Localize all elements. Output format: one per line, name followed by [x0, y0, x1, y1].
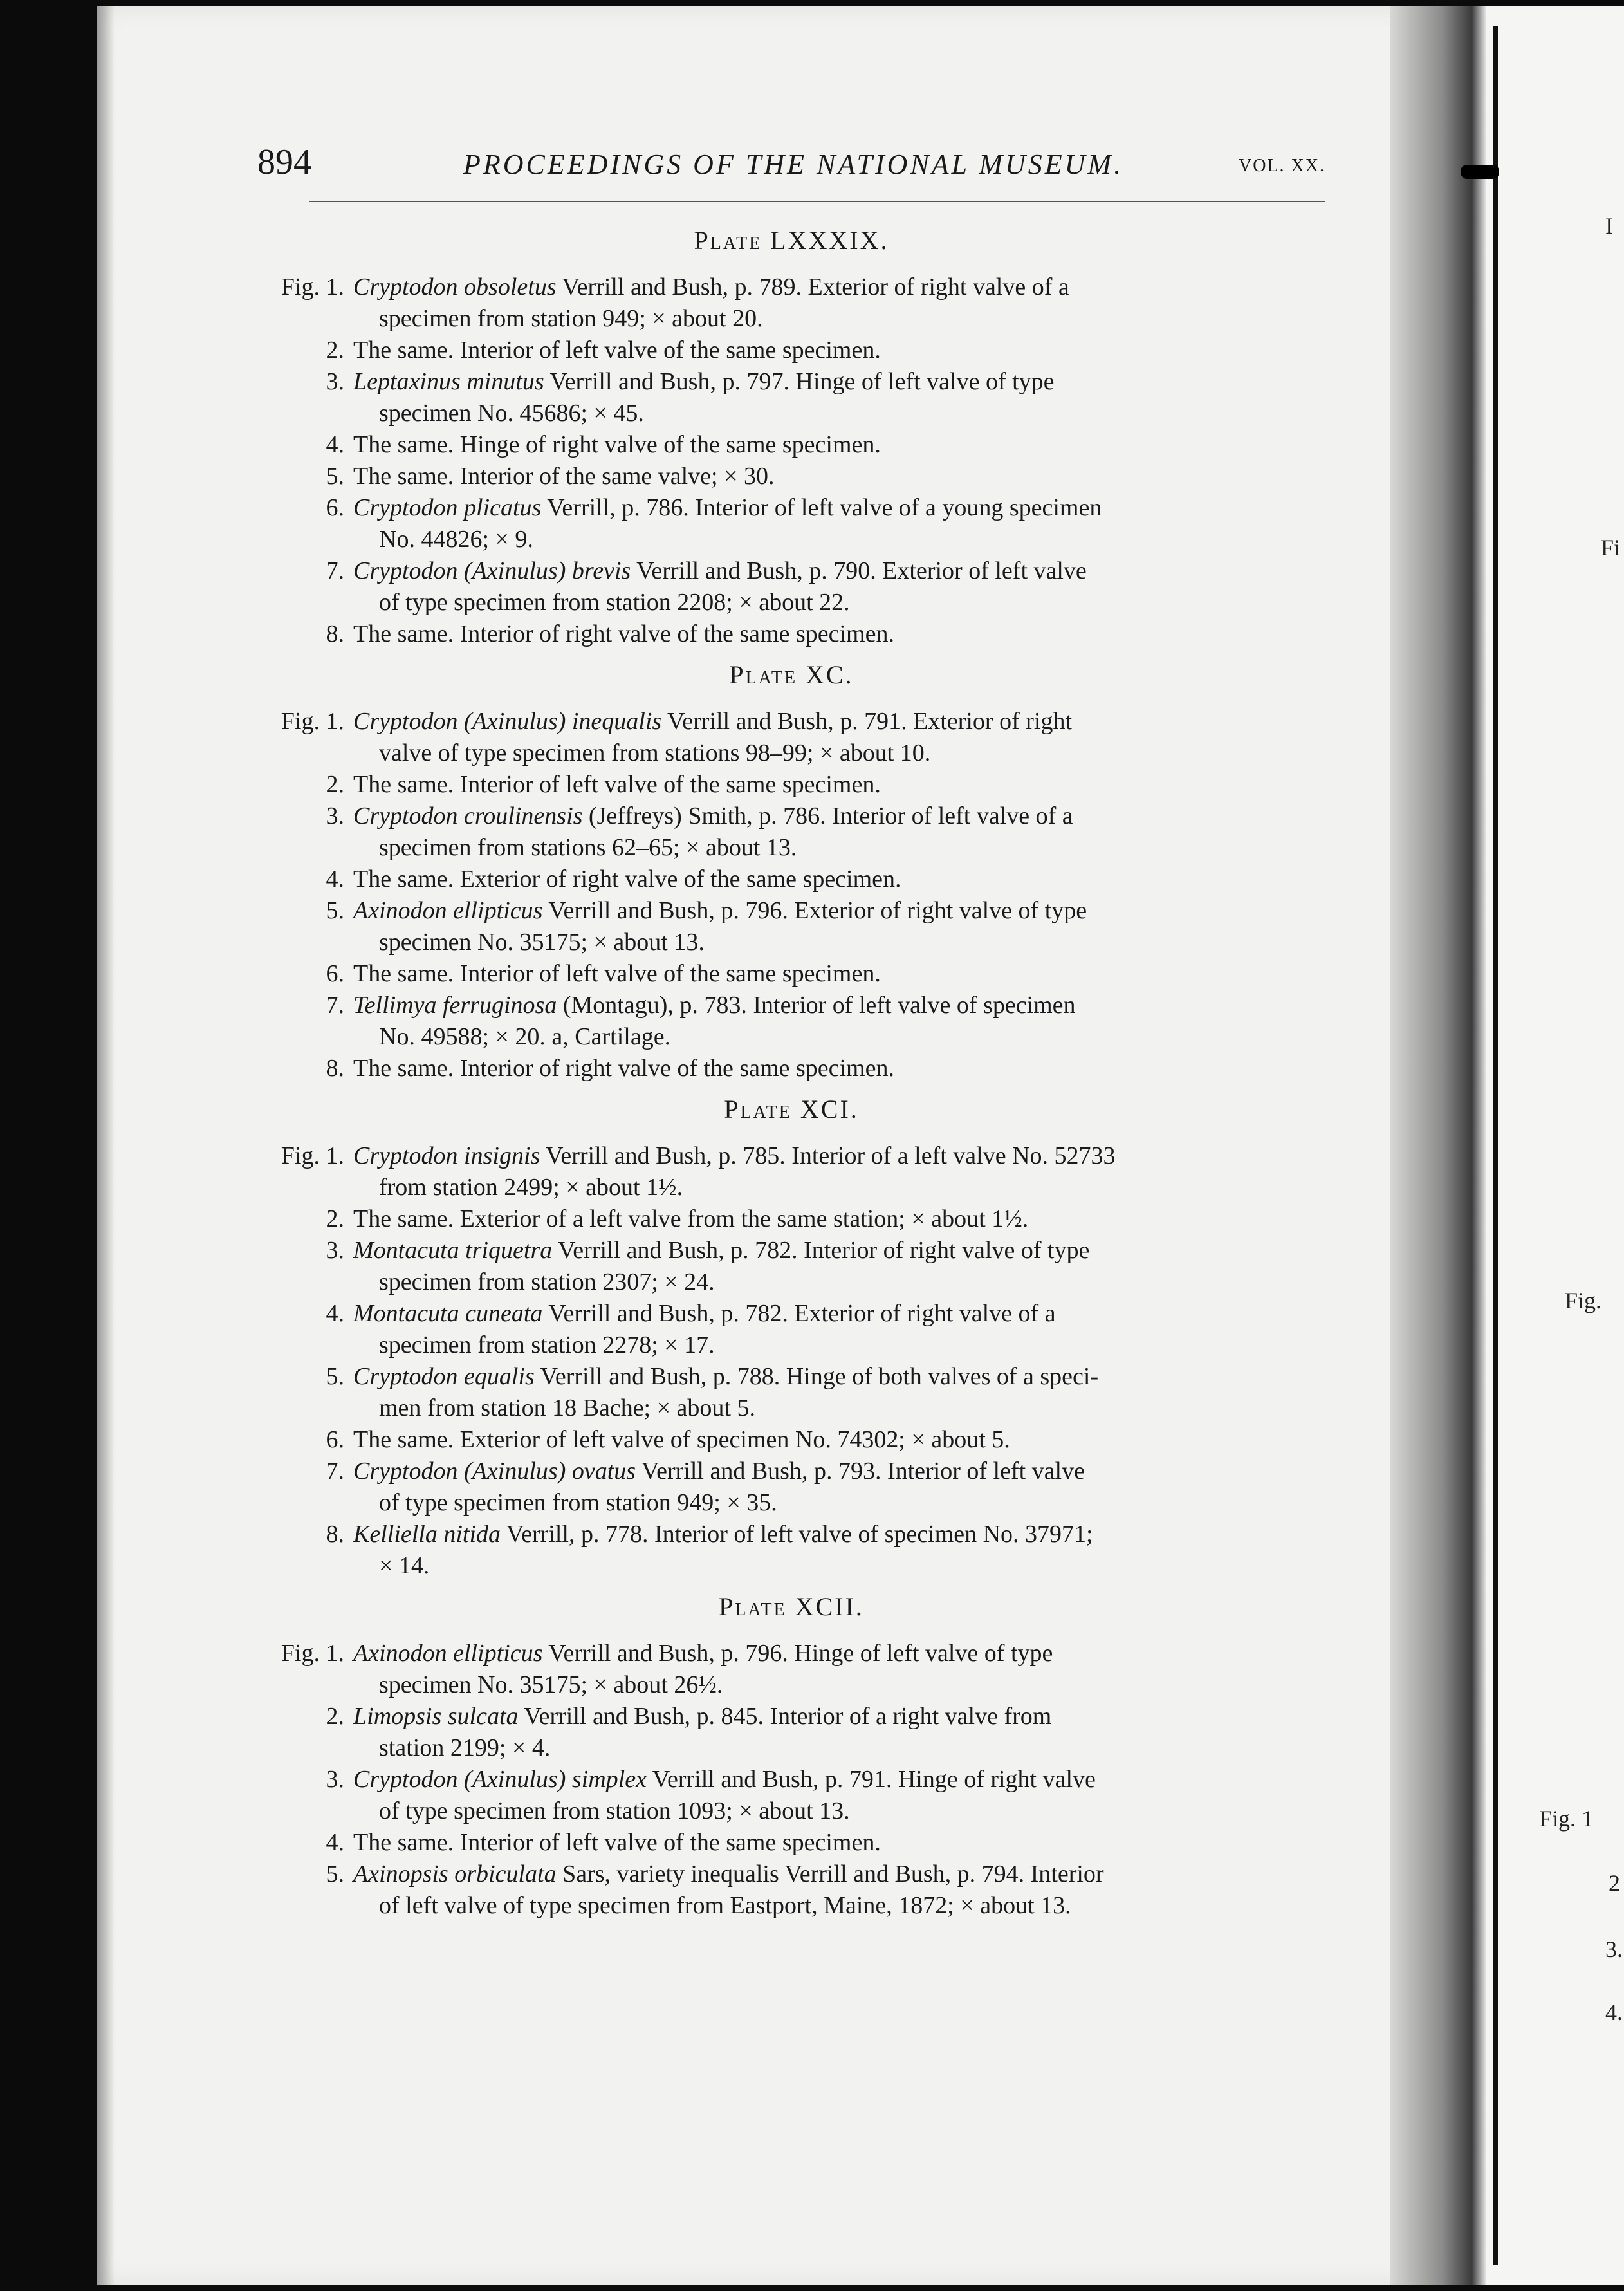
- page-number: 894: [257, 142, 311, 182]
- species-name: Axinodon ellipticus: [353, 1640, 543, 1667]
- facing-page: [1486, 6, 1624, 2285]
- figure-text: Kelliella nitida Verrill, p. 778. Interior of left valve of specimen No. 37971; × 14.: [353, 1521, 1093, 1579]
- figure-number: 3.: [326, 1766, 344, 1793]
- figure-text: Axinodon ellipticus Verrill and Bush, p. 796. Hinge of left valve of type specimen No. 35175; × about 26½.: [353, 1640, 1053, 1698]
- figure-number: 6.: [326, 960, 344, 987]
- figure-caption: [251, 990, 1332, 1053]
- species-name: Cryptodon insignis: [353, 1142, 540, 1169]
- figure-caption: [251, 769, 1332, 801]
- figure-text: Cryptodon obsoletus Verrill and Bush, p. 789. Exterior of right valve of a specimen from station 949; × about 20.: [353, 274, 1069, 332]
- figure-number: 3.: [326, 802, 344, 830]
- plate-title: Plate XCI.: [724, 1095, 859, 1124]
- figure-text: Montacuta triquetra Verrill and Bush, p. 782. Interior of right valve of type specimen from station 2307; × 24.: [353, 1237, 1090, 1295]
- figure-caption: [251, 555, 1332, 618]
- figure-number: 3.: [326, 1237, 344, 1264]
- figure-caption: [251, 1638, 1332, 1701]
- figure-caption: [251, 706, 1332, 769]
- figure-caption: [251, 1701, 1332, 1764]
- figure-caption: [251, 1456, 1332, 1519]
- figure-number: 2.: [326, 337, 344, 364]
- species-name: Cryptodon (Axinulus) brevis: [353, 557, 631, 584]
- figure-caption: [251, 864, 1332, 895]
- figure-text: The same. Exterior of a left valve from the same station; × about 1½.: [353, 1205, 1029, 1232]
- species-name: Axinopsis orbiculata: [353, 1860, 557, 1888]
- figure-text: The same. Exterior of left valve of specimen No. 74302; × about 5.: [353, 1426, 1010, 1453]
- figure-text: The same. Interior of right valve of the same specimen.: [353, 1055, 894, 1082]
- figure-text: Axinodon ellipticus Verrill and Bush, p. 796. Exterior of right valve of type specimen No. 35175; × about 13.: [353, 897, 1087, 956]
- figure-number: Fig. 1.: [281, 1640, 344, 1667]
- figure-text: The same. Interior of left valve of the same specimen.: [353, 1829, 881, 1856]
- species-name: Cryptodon croulinensis: [353, 802, 583, 830]
- figure-text: Cryptodon croulinensis (Jeffreys) Smith, p. 786. Interior of left valve of a specimen from stations 62–65; × about 13.: [353, 802, 1073, 861]
- species-name: Cryptodon (Axinulus) simplex: [353, 1766, 647, 1793]
- figure-caption: [251, 801, 1332, 864]
- figure-text: The same. Interior of left valve of the same specimen.: [353, 771, 881, 798]
- figure-caption: [251, 1827, 1332, 1859]
- species-name: Kelliella nitida: [353, 1521, 501, 1548]
- species-name: Tellimya ferruginosa: [353, 992, 557, 1019]
- figure-caption: [251, 429, 1332, 461]
- figure-caption: [251, 1859, 1332, 1922]
- figure-caption: [251, 1298, 1332, 1361]
- figure-caption: [251, 958, 1332, 990]
- figure-text: The same. Interior of the same valve; × 30.: [353, 463, 775, 490]
- facing-fragment: 3.: [1605, 1936, 1623, 1962]
- figure-text: Cryptodon (Axinulus) ovatus Verrill and Bush, p. 793. Interior of left valve of type specimen from station 949; × 35.: [353, 1458, 1085, 1516]
- figure-number: 5.: [326, 1860, 344, 1888]
- figure-number: 8.: [326, 1055, 344, 1082]
- figure-text: The same. Interior of left valve of the same specimen.: [353, 337, 881, 364]
- figure-number: 4.: [326, 866, 344, 893]
- plate-title: Plate LXXXIX.: [694, 226, 889, 255]
- species-name: Montacuta triquetra: [353, 1237, 553, 1264]
- plate-captions: [251, 216, 1332, 1922]
- figure-caption: [251, 1361, 1332, 1424]
- figure-text: Cryptodon (Axinulus) simplex Verrill and Bush, p. 791. Hinge of right valve of type specimen from station 1093; × about 13.: [353, 1766, 1096, 1824]
- facing-fragment: Fi: [1601, 535, 1621, 561]
- figure-text: Cryptodon insignis Verrill and Bush, p. 785. Interior of a left valve No. 52733 from station 2499; × about 1½.: [353, 1142, 1116, 1201]
- figure-number: 5.: [326, 463, 344, 490]
- figure-number: 7.: [326, 992, 344, 1019]
- spine-line: [1493, 26, 1498, 2265]
- figure-number: 2.: [326, 1205, 344, 1232]
- figure-number: Fig. 1.: [281, 274, 344, 301]
- species-name: Cryptodon (Axinulus) ovatus: [353, 1458, 636, 1485]
- page-edge-shadow: [97, 6, 115, 2285]
- binding-clip: [1461, 165, 1499, 179]
- species-name: Axinodon ellipticus: [353, 897, 543, 924]
- figure-text: The same. Exterior of right valve of the same specimen.: [353, 866, 901, 893]
- species-name: Cryptodon obsoletus: [353, 274, 557, 301]
- figure-number: 2.: [326, 771, 344, 798]
- figure-number: Fig. 1.: [281, 708, 344, 735]
- header-rule: [309, 201, 1325, 202]
- figure-number: 4.: [326, 1300, 344, 1327]
- figure-number: 8.: [326, 1521, 344, 1548]
- figure-number: 5.: [326, 897, 344, 924]
- figure-number: 7.: [326, 557, 344, 584]
- figure-caption: [251, 1519, 1332, 1582]
- species-name: Limopsis sulcata: [353, 1703, 519, 1730]
- figure-text: Cryptodon (Axinulus) brevis Verrill and Bush, p. 790. Exterior of left valve of type specimen from station 2208; × about 22.: [353, 557, 1087, 616]
- figure-text: The same. Hinge of right valve of the same specimen.: [353, 431, 881, 458]
- facing-fragment: Fig.: [1565, 1288, 1602, 1313]
- figure-number: 4.: [326, 1829, 344, 1856]
- figure-number: 4.: [326, 431, 344, 458]
- running-title: PROCEEDINGS OF THE NATIONAL MUSEUM.: [463, 149, 1124, 180]
- figure-caption: [251, 1203, 1332, 1235]
- figure-text: The same. Interior of left valve of the same specimen.: [353, 960, 881, 987]
- figure-number: 7.: [326, 1458, 344, 1485]
- figure-caption: [251, 461, 1332, 492]
- figure-caption: [251, 618, 1332, 650]
- plate-title: Plate XCII.: [719, 1592, 864, 1621]
- figure-number: 8.: [326, 620, 344, 647]
- figure-text: Limopsis sulcata Verrill and Bush, p. 845. Interior of a right valve from station 2199; × 4.: [353, 1703, 1052, 1761]
- figure-caption: [251, 1053, 1332, 1084]
- figure-caption: [251, 492, 1332, 555]
- species-name: Montacuta cuneata: [353, 1300, 543, 1327]
- species-name: Cryptodon (Axinulus) inequalis: [353, 708, 662, 735]
- figure-text: The same. Interior of right valve of the same specimen.: [353, 620, 894, 647]
- figure-number: 3.: [326, 368, 344, 395]
- species-name: Cryptodon equalis: [353, 1363, 535, 1390]
- figure-number: 6.: [326, 494, 344, 521]
- figure-number: Fig. 1.: [281, 1142, 344, 1169]
- volume-label: VOL. XX.: [1239, 156, 1325, 176]
- plate-title: Plate XC.: [729, 660, 854, 689]
- figure-caption: [251, 1764, 1332, 1827]
- figure-number: 5.: [326, 1363, 344, 1390]
- figure-caption: [251, 1140, 1332, 1203]
- figure-text: Cryptodon equalis Verrill and Bush, p. 788. Hinge of both valves of a speci- men from station 18 Bache; × about 5.: [353, 1363, 1099, 1422]
- facing-fragment: Fig. 1: [1539, 1806, 1594, 1832]
- facing-fragment: 2: [1609, 1870, 1620, 1896]
- figure-text: Cryptodon plicatus Verrill, p. 786. Interior of left valve of a young specimen No. 44826; × 9.: [353, 494, 1102, 553]
- species-name: Leptaxinus minutus: [353, 368, 544, 395]
- figure-text: Tellimya ferruginosa (Montagu), p. 783. Interior of left valve of specimen No. 49588; × 20. a, Cartilage.: [353, 992, 1076, 1050]
- figure-number: 6.: [326, 1426, 344, 1453]
- figure-text: Cryptodon (Axinulus) inequalis Verrill and Bush, p. 791. Exterior of right valve of type specimen from stations 98–99; × about 10.: [353, 708, 1073, 766]
- figure-number: 2.: [326, 1703, 344, 1730]
- book-gutter: [1390, 6, 1486, 2285]
- figure-text: Montacuta cuneata Verrill and Bush, p. 782. Exterior of right valve of a specimen from station 2278; × 17.: [353, 1300, 1056, 1359]
- figure-caption: [251, 335, 1332, 366]
- facing-fragment: I: [1605, 213, 1613, 239]
- figure-caption: [251, 895, 1332, 958]
- figure-caption: [251, 366, 1332, 429]
- figure-caption: [251, 272, 1332, 335]
- figure-text: Axinopsis orbiculata Sars, variety inequalis Verrill and Bush, p. 794. Interior of left valve of type specimen from Eastport, Maine, 1872; × about 13.: [353, 1860, 1104, 1919]
- figure-caption: [251, 1235, 1332, 1298]
- facing-fragment: 4.: [1605, 1999, 1623, 2025]
- figure-text: Leptaxinus minutus Verrill and Bush, p. 797. Hinge of left valve of type specimen No. 45686; × 45.: [353, 368, 1055, 427]
- species-name: Cryptodon plicatus: [353, 494, 542, 521]
- page-header: [257, 142, 1325, 187]
- figure-caption: [251, 1424, 1332, 1456]
